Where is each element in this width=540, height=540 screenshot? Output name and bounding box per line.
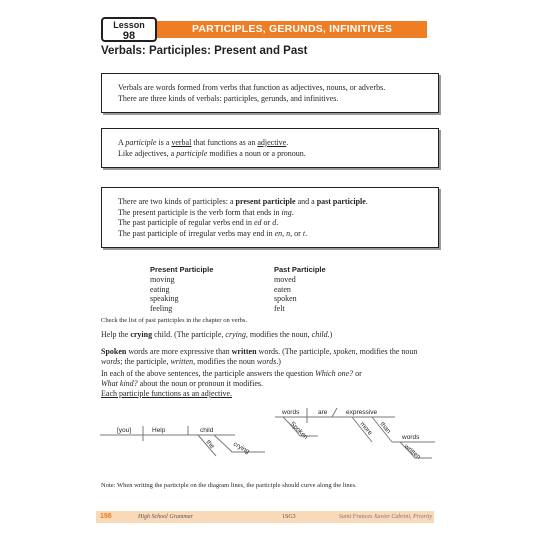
bold-term: crying [130,330,153,339]
diagram-word: [you] [117,427,132,434]
text: .) [327,330,333,339]
book-title: High School Grammar [138,514,193,520]
text: that functions as an [191,138,258,147]
italic-term: ing [281,207,292,217]
past-participle-list [274,265,326,313]
italic-term: participle [125,138,157,147]
bold-term: past participle [316,197,366,206]
italic-term: written [170,357,194,366]
text: The present participle is the verb form that ends in [118,207,282,217]
diagram-word: are [318,409,328,416]
text: A [118,138,126,147]
box-line: Verbals are words formed from verbs that function as adjectives, nouns, or adverbs. [118,83,386,92]
text-line: Each participle functions as an adjective. [101,389,233,398]
text: . [305,228,308,238]
list-heading: Past Participle [274,265,326,274]
text: , modifies the noun, [245,330,312,339]
present-participle-list [150,265,213,313]
box-line [118,229,422,240]
definition-box-kinds [101,187,439,248]
list-item: feeling [150,303,173,313]
box-line: There are three kinds of verbals: participles, gerunds, and infinitives. [118,93,339,103]
text: . [365,197,368,206]
diagram-note: Note: When writing the participle on the diagram lines, the participle should curve along the lines. [101,482,357,489]
example-sentence-2 [101,347,417,367]
diagram-word: expressive [346,409,378,416]
diagram-word: child [200,427,214,434]
list-item: spoken [274,294,297,303]
text: , modifies the noun [193,357,257,366]
list-item: eating [150,284,170,294]
text: words are more expressive than [126,347,232,356]
text: , modifies the noun [355,347,418,356]
list-item: moved [274,275,296,284]
definition-box-participle [101,128,439,168]
diagram-word: the [204,438,216,451]
text: and a [295,197,317,206]
text: Like adjectives, a [118,148,177,158]
text: The past participle of regular verbs end in [118,218,254,227]
italic-term: en, n, [274,228,293,238]
italic-term: What kind? [101,379,138,388]
check-note: Check the list of past participles in the chapter on verbs. [101,317,248,324]
lesson-label: Lesson [113,20,145,30]
diagram-spoken-words [275,408,435,461]
page-number: 198 [100,513,112,520]
diagram-word: words [402,434,420,441]
text: In each of the above sentences, the participle answers the question [101,369,316,378]
box-line [118,197,422,208]
italic-term: spoken [333,347,356,356]
text: The past participle of irregular verbs may end in [118,228,275,238]
text: words. (The participle, [256,347,334,356]
text: about the noun or pronoun it modifies. [137,379,263,388]
list-item: moving [150,275,175,284]
page-heading: Verbals: Participles: Present and Past [101,45,308,57]
diagram-word: written [402,443,422,461]
definition-box-verbals [101,73,439,113]
diagram-word: words [282,409,300,416]
text: ; the participle, [120,357,171,366]
text: is a [156,138,172,147]
box-line [118,208,422,219]
box-line [118,138,422,149]
diagram-word: crying [232,440,251,456]
list-item: speaking [150,294,179,303]
underlined-term: adjective [257,138,287,147]
box-line [118,218,422,229]
italic-term: participle [176,148,208,158]
diagram-word: Spoken [288,420,310,442]
lesson-badge [101,17,157,42]
italic-term: Which one? [315,369,354,378]
underlined-term: verbal [171,138,192,147]
text: . [286,138,289,147]
text: Help the [101,330,131,339]
text-line [101,357,417,367]
lesson-title-bar: PARTICIPLES, GERUNDS, INFINITIVES [157,21,427,38]
diagram-help-the-crying-child [100,426,265,456]
text: . [276,218,279,227]
list-item: eaten [274,284,291,294]
bold-term: written [231,347,257,356]
italic-term: t [302,228,306,238]
book-code: 1SG3 [282,514,296,520]
publisher: Saint Frances Xavier Cabrini, Priority [338,514,432,520]
italic-term: crying [225,330,246,339]
italic-term: ed [253,218,262,227]
bold-term: Spoken [101,347,127,356]
text: modifies a noun or a pronoun. [207,148,306,158]
box-line [118,149,422,160]
text-line [101,347,417,357]
text: . [291,207,294,217]
example-sentence-1 [101,330,332,340]
text: or [261,218,273,227]
diagram-word: than [378,420,392,435]
diagram-word: Help [152,427,166,434]
text: There are two kinds of participles: a [118,197,236,206]
italic-term: words [256,357,277,366]
list-heading: Present Participle [150,265,214,274]
diagram-word: more [358,420,374,437]
page-footer [96,511,434,523]
complement-divider [332,408,337,417]
italic-term: child [311,330,328,339]
text: or [353,369,362,378]
bold-term: present participle [235,197,296,206]
text: .) [276,357,281,366]
sentence-diagrams [0,378,540,473]
text: or [292,228,303,238]
lesson-number: 98 [122,30,136,42]
text: child. (The participle, [152,330,226,339]
italic-term: words [101,357,121,366]
list-item: felt [274,303,285,313]
italic-term: d [272,218,277,227]
